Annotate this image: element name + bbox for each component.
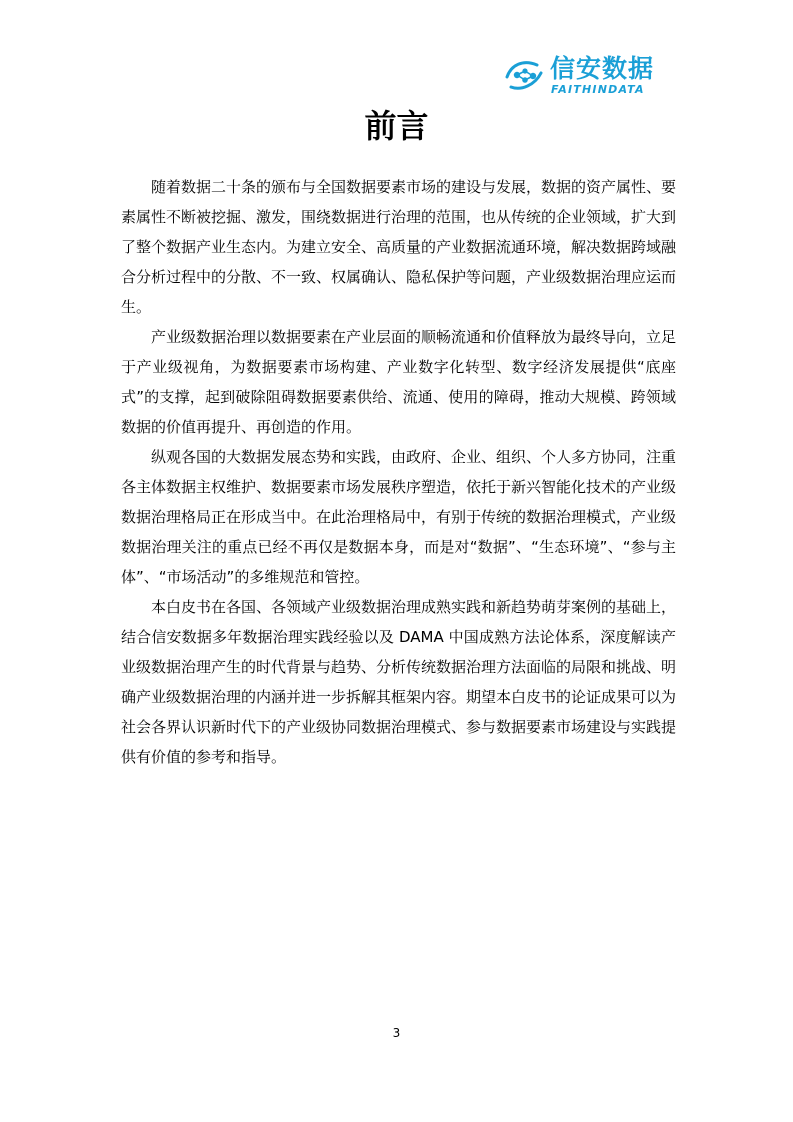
paragraph-1: 随着数据二十条的颁布与全国数据要素市场的建设与发展，数据的资产属性、要素属性不断被挖掘、激发，围绕数据进行治理的范围，也从传统的企业领域，扩大到了整个数据产业生态内。为建立安全、高质量的产业数据流通环境，解决数据跨域融合分析过程中的分散、不一致、权属确认、隐私保护等问题，产业级数据治理应运而生。 bbox=[121, 178, 677, 316]
logo-mark-icon bbox=[503, 57, 545, 93]
page-number: 3 bbox=[392, 1026, 401, 1040]
company-logo bbox=[503, 54, 675, 96]
logo-english-name: FAITHINDATA bbox=[551, 83, 645, 96]
paragraph-3: 纵观各国的大数据发展态势和实践，由政府、企业、组织、个人多方协同，注重各主体数据主权维护、数据要素市场发展秩序塑造，依托于新兴智能化技术的产业级数据治理格局正在形成当中。在此治理格局中，有别于传统的数据治理模式，产业级数据治理关注的重点已经不再仅是数据本身，而是对“数据”、“生态环境”、“参与主体”、“市场活动”的多维规范和管控。 bbox=[121, 448, 677, 586]
paragraph-4: 本白皮书在各国、各领域产业级数据治理成熟实践和新趋势萌芽案例的基础上，结合信安数据多年数据治理实践经验以及 DAMA 中国成熟方法论体系，深度解读产业级数据治理产生的时代背景与趋势、分析传统数据治理方法面临的局限和挑战、明确产业级数据治理的内涵并进一步拆解其框架内容。期望本白皮书的论证成果可以为社会各界认识新时代下的产业级协同数据治理模式、参与数据要素市场建设与实践提供有价值的参考和指导。 bbox=[121, 598, 677, 766]
page-title: 前言 bbox=[364, 107, 429, 145]
paragraph-2: 产业级数据治理以数据要素在产业层面的顺畅流通和价值释放为最终导向，立足于产业级视角，为数据要素市场构建、产业数字化转型、数字经济发展提供“底座式”的支撑，起到破除阻碍数据要素供给、流通、使用的障碍，推动大规模、跨领域数据的价值再提升、再创造的作用。 bbox=[121, 328, 677, 436]
preface-body bbox=[121, 172, 676, 772]
logo-chinese-name: 信安数据 bbox=[550, 54, 655, 83]
